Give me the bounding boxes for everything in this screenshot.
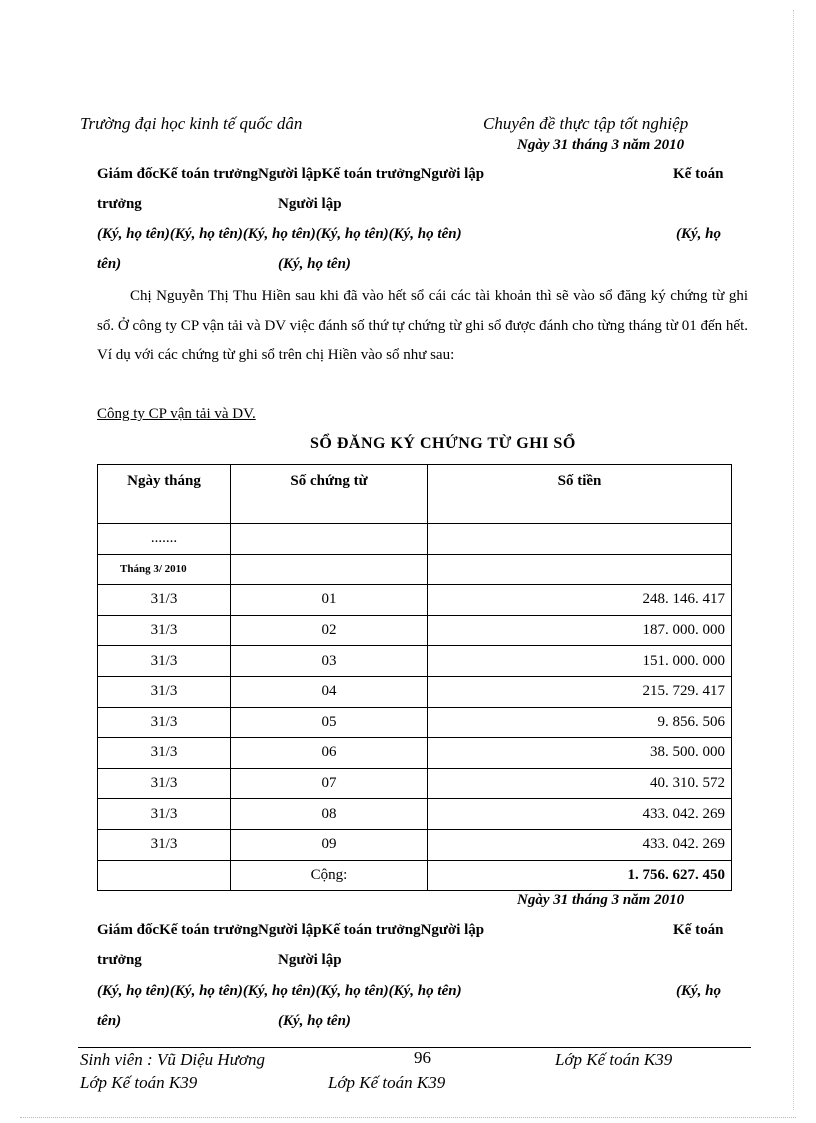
header-voucher-no: Số chứng từ (231, 465, 428, 524)
table-row (98, 707, 732, 738)
header-date: Ngày tháng (98, 465, 231, 524)
amount-cell: 151. 000. 000 (428, 646, 732, 677)
voucher-cell: 02 (231, 615, 428, 646)
amount-cell: 9. 856. 506 (428, 707, 732, 738)
header-amount: Số tiền (428, 465, 732, 524)
voucher-cell: 06 (231, 738, 428, 769)
date-cell: 31/3 (98, 585, 231, 616)
date-cell: 31/3 (98, 738, 231, 769)
total-label: Cộng: (231, 860, 428, 891)
signature-role-cont-bottom: trưởng (97, 952, 142, 968)
amount-cell: 433. 042. 269 (428, 829, 732, 860)
signature-role-cont-2-bottom: Người lập (278, 952, 342, 968)
total-amount: 1. 756. 627. 450 (428, 860, 732, 891)
signature-hint-cont-2-bottom: (Ký, họ tên) (278, 1013, 351, 1029)
signature-hint-right-bottom: (Ký, họ (676, 983, 721, 999)
signature-hints-bottom: (Ký, họ tên)(Ký, họ tên)(Ký, họ tên)(Ký, họ tên)(Ký, họ tên) (97, 983, 462, 999)
amount-cell: 38. 500. 000 (428, 738, 732, 769)
date-cell: 31/3 (98, 615, 231, 646)
amount-cell: 215. 729. 417 (428, 676, 732, 707)
footer-class-right: Lớp Kế toán K39 (555, 1050, 673, 1069)
total-row (98, 860, 732, 891)
company-name: Công ty CP vận tải và DV. (97, 406, 256, 422)
signature-hints: (Ký, họ tên)(Ký, họ tên)(Ký, họ tên)(Ký, họ tên)(Ký, họ tên) (97, 226, 462, 242)
table-row (98, 768, 732, 799)
amount-cell: 40. 310. 572 (428, 768, 732, 799)
signature-role-cont: trưởng (97, 196, 142, 212)
body-paragraph (97, 282, 748, 371)
date-line-top: Ngày 31 tháng 3 năm 2010 (517, 137, 685, 153)
voucher-cell: 03 (231, 646, 428, 677)
date-cell: 31/3 (98, 646, 231, 677)
table-row (98, 738, 732, 769)
footer-student: Sinh viên : Vũ Diệu Hương (80, 1050, 265, 1069)
table-row (98, 676, 732, 707)
period-cell: Tháng 3/ 2010 (98, 554, 231, 585)
signature-role-right-bottom: Kế toán (673, 922, 724, 938)
table-row (98, 799, 732, 830)
signature-roles-bottom: Giám đốcKế toán trưởngNgười lậpKế toán trưởngNgười lập (97, 922, 485, 938)
signature-role-cont-2: Người lập (278, 196, 342, 212)
signature-hint-cont-bottom: tên) (97, 1013, 122, 1029)
footer-class-b: Lớp Kế toán K39 (328, 1073, 446, 1092)
voucher-cell: 07 (231, 768, 428, 799)
amount-cell: 433. 042. 269 (428, 799, 732, 830)
signature-roles: Giám đốcKế toán trưởngNgười lậpKế toán trưởngNgười lập (97, 166, 485, 182)
header-topic: Chuyên đề thực tập tốt nghiệp (483, 114, 689, 133)
table-row (98, 554, 732, 585)
page-edge-guide (793, 10, 794, 1110)
amount-cell: 248. 146. 417 (428, 585, 732, 616)
date-cell: 31/3 (98, 676, 231, 707)
signature-hint-right: (Ký, họ (676, 226, 721, 242)
voucher-cell: 08 (231, 799, 428, 830)
footer-class-a: Lớp Kế toán K39 (80, 1073, 198, 1092)
register-table (97, 464, 732, 891)
date-cell: 31/3 (98, 707, 231, 738)
amount-cell: 187. 000. 000 (428, 615, 732, 646)
signature-role-right: Kế toán (673, 166, 724, 182)
voucher-cell: 05 (231, 707, 428, 738)
table-row (98, 615, 732, 646)
header-school: Trường đại học kinh tế quốc dân (80, 114, 303, 133)
table-header-row (98, 465, 732, 524)
page-number: 96 (414, 1048, 431, 1067)
page-bottom-guide (20, 1117, 796, 1118)
date-cell: 31/3 (98, 829, 231, 860)
signature-hint-cont-2: (Ký, họ tên) (278, 256, 351, 272)
table-row (98, 646, 732, 677)
voucher-cell: 01 (231, 585, 428, 616)
voucher-cell: 09 (231, 829, 428, 860)
table-row (98, 829, 732, 860)
table-row (98, 585, 732, 616)
signature-hint-cont: tên) (97, 256, 122, 272)
date-line-bottom: Ngày 31 tháng 3 năm 2010 (517, 892, 685, 908)
ellipsis-cell: ....... (98, 524, 231, 555)
table-row (98, 524, 732, 555)
table-title: SỔ ĐĂNG KÝ CHỨNG TỪ GHI SỔ (310, 435, 576, 452)
date-cell: 31/3 (98, 799, 231, 830)
voucher-cell: 04 (231, 676, 428, 707)
paragraph-text: Chị Nguyễn Thị Thu Hiền sau khi đã vào hết sổ cái các tài khoản thì sẽ vào sổ đăng ký chứng từ ghi sổ. Ở công ty CP vận tải và DV việc đánh số thứ tự chứng từ ghi sổ được đánh cho từng tháng từ 01 đến hết. Ví dụ với các chứng từ ghi sổ trên chị Hiền vào sổ như sau: (97, 288, 748, 363)
date-cell: 31/3 (98, 768, 231, 799)
